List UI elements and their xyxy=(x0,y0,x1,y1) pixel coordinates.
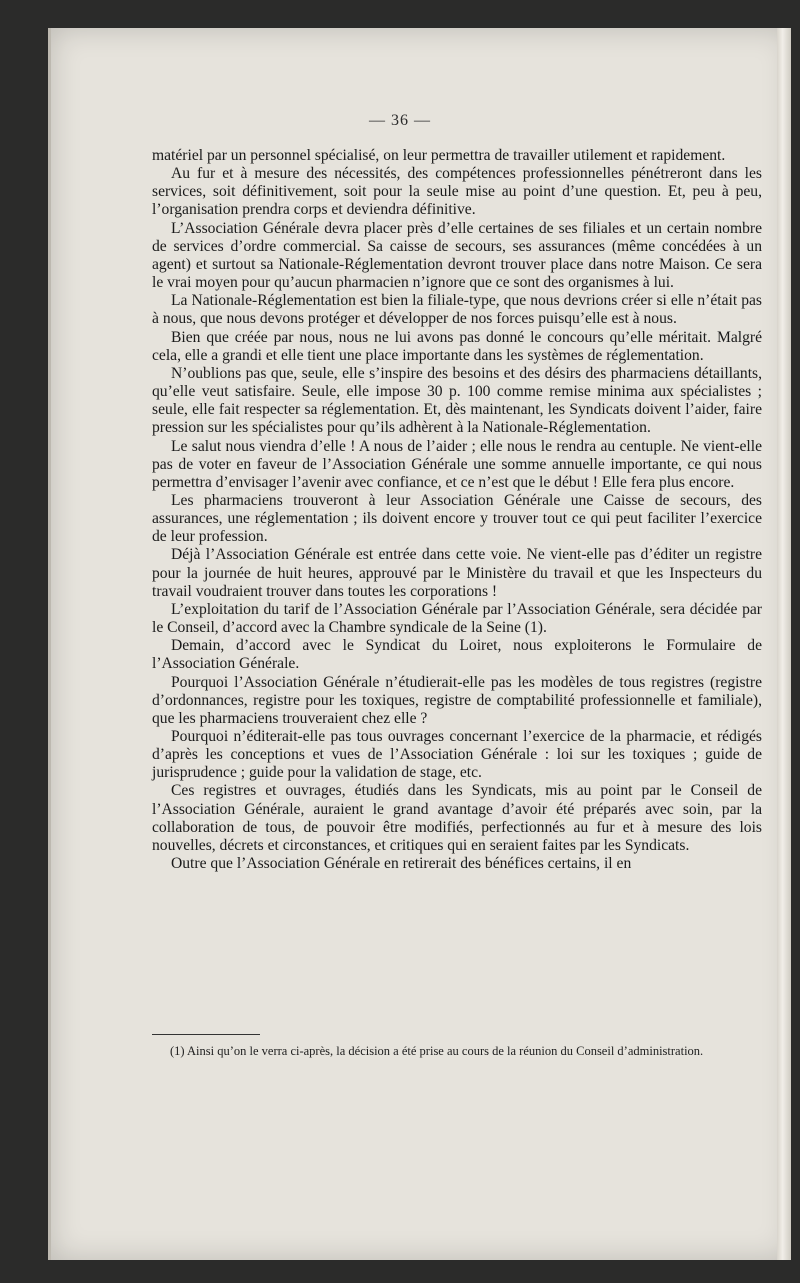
paragraph: L’exploitation du tarif de l’Association Générale par l’Association Générale, sera décidée par le Conseil, d’accord avec la Chambre syndicale de la Seine (1). xyxy=(152,600,762,637)
paragraph: Au fur et à mesure des nécessités, des compétences professionnelles pénétreront dans les services, soit définitivement, soit pour la seule mise au point d’une question. Et, peu à peu, l’organisation prendra corps et deviendra définitive. xyxy=(152,165,762,219)
paragraph: Outre que l’Association Générale en retirerait des bénéfices certains, il en xyxy=(171,855,632,873)
footnote: (1) Ainsi qu’on le verra ci-après, la décision a été prise au cours de la réunion du Conseil d’administration. xyxy=(170,1044,704,1058)
paragraph: Ces registres et ouvrages, étudiés dans les Syndicats, mis au point par le Conseil de l’Association Générale, auraient le grand avantage d’avoir été préparés avec soin, par la collaboration de tous, de pouvoir être modifiés, perfectionnés au fur et à mesure des lois nouvelles, décrets et circonstances, et critiques qui en seraient faites par les Syndicats. xyxy=(152,782,762,854)
paragraph: N’oublions pas que, seule, elle s’inspire des besoins et des désirs des pharmaciens détaillants, qu’elle veut satisfaire. Seule, elle impose 30 p. 100 comme remise minima aux spécialistes ; seule, elle fait respecter sa réglementation. Et, dès maintenant, les Syndicats doivent l’aider, faire pression sur les spécialistes pour qu’ils adhèrent à la Nationale-Réglementation. xyxy=(152,364,762,437)
paragraph: L’Association Générale devra placer près d’elle certaines de ses filiales et un certain nombre de services d’ordre commercial. Sa caisse de secours, ses assurances (même concédées à un agent) et surtout sa Nationale-Réglementation devront trouver place dans notre Maison. Ce sera le vrai moyen pour qu’aucun pharmacien n’ignore que ce sont des organismes à lui. xyxy=(152,219,762,292)
paragraph: Le salut nous viendra d’elle ! A nous de l’aider ; elle nous le rendra au centuple. Ne vient-elle pas de voter en faveur de l’Association Générale une somme annuelle importante, ce qui nous permettra d’envisager l’avenir avec confiance, et ce n’est que le début ! Elle fera plus encore. xyxy=(152,437,762,491)
paragraph: Pourquoi l’Association Générale n’étudierait-elle pas les modèles de tous registres (registre d’ordonnances, registre pour les toxiques, registre de comptabilité professionnelle et familiale), que les pharmaciens trouveraient chez elle ? xyxy=(152,673,762,727)
page-edge xyxy=(777,28,791,1260)
paragraph: La Nationale-Réglementation est bien la filiale-type, que nous devrions créer si elle n’était pas à nous, que nous devons protéger et développer de nos forces puisqu’elle est à nous. xyxy=(152,292,762,328)
body-text xyxy=(152,147,762,873)
footnote-divider xyxy=(152,1034,260,1035)
page-number: — 36 — xyxy=(369,112,431,129)
paragraph: Déjà l’Association Générale est entrée dans cette voie. Ne vient-elle pas d’éditer un registre pour la journée de huit heures, approuvé par le Ministère du travail et que les Inspecteurs du travail voudraient trouver dans toutes les corporations ! xyxy=(152,546,762,600)
paragraph: Les pharmaciens trouveront à leur Association Générale une Caisse de secours, des assurances, une réglementation ; ils doivent encore y trouver tout ce qui peut faciliter l’exercice de leur profession. xyxy=(152,491,762,546)
paragraph: Bien que créée par nous, nous ne lui avons pas donné le concours qu’elle méritait. Malgré cela, elle a grandi et elle tient une place importante dans les systèmes de réglementation. xyxy=(152,328,762,364)
paragraph: Demain, d’accord avec le Syndicat du Loiret, nous exploiterons le Formulaire de l’Association Générale. xyxy=(152,637,762,673)
paragraph: matériel par un personnel spécialisé, on leur permettra de travailler utilement et rapidement. xyxy=(152,147,726,164)
paragraph: Pourquoi n’éditerait-elle pas tous ouvrages concernant l’exercice de la pharmacie, et rédigés d’après les conceptions et vues de l’Association Générale : loi sur les toxiques ; guide de jurisprudence ; guide pour la validation de stage, etc. xyxy=(152,728,762,782)
